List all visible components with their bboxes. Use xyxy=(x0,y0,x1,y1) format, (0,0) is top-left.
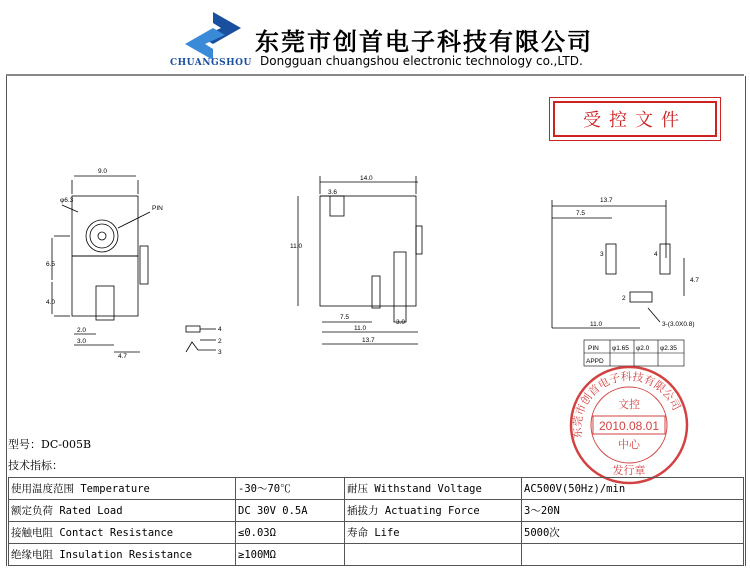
dim-side-140: 14.0 xyxy=(360,175,373,182)
controlled-document-label: 受控文件 xyxy=(553,101,717,137)
side-view-body xyxy=(320,196,416,306)
spec-cell: 3～20N xyxy=(522,500,744,522)
dim-side-110h: 11.0 xyxy=(354,325,367,332)
dim-40: 4.0 xyxy=(46,299,56,306)
spec-cell: 绝缘电阻 Insulation Resistance xyxy=(9,544,236,566)
company-name-en: Dongguan chuangshou electronic technology co.,LTD. xyxy=(260,54,583,68)
dim-side-36: 3.6 xyxy=(328,189,338,196)
pin-num-2: 2 xyxy=(218,338,222,345)
dim-side-30: 3.0 xyxy=(396,319,406,326)
pcb-pad-3 xyxy=(606,244,616,274)
pcb-pad-2 xyxy=(630,292,652,302)
dim-47: 4.7 xyxy=(118,353,128,360)
pin-table-head-2: φ2.0 xyxy=(636,345,650,352)
table-row xyxy=(9,500,744,522)
stamp-center: 中心 xyxy=(618,438,640,451)
company-name-cn: 东莞市创首电子科技有限公司 xyxy=(255,27,593,56)
stamp-ring-text: 东莞市创首电子科技有限公司 xyxy=(570,370,684,440)
dim-pin-label: PIN xyxy=(152,205,163,212)
dim-65: 6.5 xyxy=(46,261,56,268)
spec-cell: 寿命 Life xyxy=(345,522,522,544)
spec-cell: AC500V(50Hz)/min xyxy=(522,478,744,500)
spec-cell: 使用温度范围 Temperature xyxy=(9,478,236,500)
spec-title: 技术指标： xyxy=(8,459,63,472)
stamp-top: 文控 xyxy=(618,398,640,411)
front-view-body xyxy=(72,196,138,256)
pin-num-3: 3 xyxy=(218,349,222,356)
dim-side-110v: 11.0 xyxy=(290,243,303,250)
dim-pcb-75: 7.5 xyxy=(576,210,586,217)
dim-pcb-hole: 3-(3.0X0.8) xyxy=(662,321,695,328)
brand-name: CHUANGSHOU xyxy=(170,58,252,68)
pin-table-head-3: φ2.35 xyxy=(660,345,677,352)
pin-table-head-0: PIN xyxy=(588,345,599,352)
spec-cell xyxy=(522,544,744,566)
table-row xyxy=(9,522,744,544)
dim-side-75: 7.5 xyxy=(340,314,350,321)
dim-front-width: 9.0 xyxy=(98,168,108,175)
dim-pcb-47: 4.7 xyxy=(690,277,700,284)
spec-cell: DC 30V 0.5A xyxy=(236,500,345,522)
pcb-pin-4: 4 xyxy=(654,251,658,258)
spec-cell: ≥100MΩ xyxy=(236,544,345,566)
spec-cell: 插拔力 Actuating Force xyxy=(345,500,522,522)
front-view-outer-ring xyxy=(86,220,118,252)
front-view-pin xyxy=(98,232,106,240)
pcb-pin-3: 3 xyxy=(600,251,604,258)
pin-num-4: 4 xyxy=(218,326,222,333)
stamp-date: 2010.08.01 xyxy=(598,419,660,433)
dim-hole-dia: φ6.3 xyxy=(60,197,74,204)
spec-cell: -30～70℃ xyxy=(236,478,345,500)
spec-cell: 耐压 Withstand Voltage xyxy=(345,478,522,500)
dim-pcb-110: 11.0 xyxy=(590,321,603,328)
pin-table-head-1: φ1.65 xyxy=(612,345,629,352)
issue-stamp xyxy=(568,364,690,486)
pcb-pin-2: 2 xyxy=(622,295,626,302)
spec-cell: 额定负荷 Rated Load xyxy=(9,500,236,522)
table-row xyxy=(9,478,744,500)
spec-table xyxy=(8,477,744,566)
spec-cell: 5000次 xyxy=(522,522,744,544)
pin-table-row: APPD xyxy=(586,358,604,365)
dim-pcb-137: 13.7 xyxy=(600,197,613,204)
spec-cell: 接触电阻 Contact Resistance xyxy=(9,522,236,544)
spec-cell xyxy=(345,544,522,566)
company-logo xyxy=(183,10,243,62)
dim-30: 3.0 xyxy=(77,338,87,345)
model-number: 型号：DC-005B xyxy=(8,438,92,451)
dim-20: 2.0 xyxy=(77,327,87,334)
pcb-pad-4 xyxy=(660,244,670,274)
dim-side-137: 13.7 xyxy=(362,337,375,344)
table-row xyxy=(9,544,744,566)
stamp-bottom: 发行章 xyxy=(612,464,646,477)
spec-cell: ≤0.03Ω xyxy=(236,522,345,544)
